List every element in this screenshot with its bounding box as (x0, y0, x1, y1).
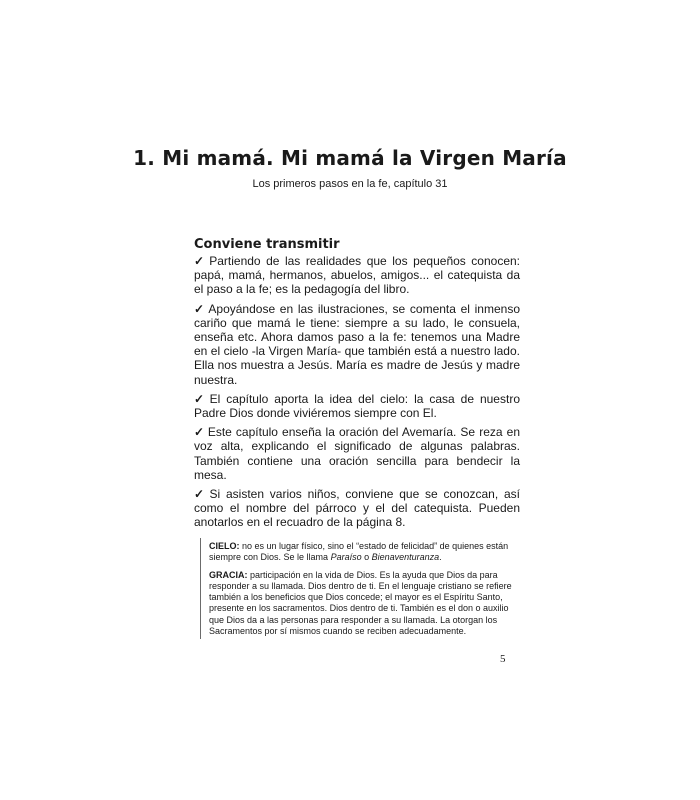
glossary-entry-cielo (209, 541, 525, 564)
page-number: 5 (500, 653, 506, 665)
section-heading: Conviene transmitir (194, 237, 340, 252)
check-icon: ✓ (194, 391, 207, 406)
bullet-item (194, 487, 520, 530)
glossary-term: GRACIA: (209, 569, 248, 580)
chapter-subtitle: Los primeros pasos en la fe, capítulo 31 (252, 178, 448, 190)
glossary-box (200, 538, 525, 639)
bullet-text: Si asisten varios niños, conviene que se conozcan, así como el nombre del párroco y el del catequista. Pueden anotarlos en el recuadro de la página 8. (194, 487, 520, 530)
glossary-term: CIELO: (209, 541, 240, 551)
glossary-end: . (439, 552, 442, 563)
glossary-entry-gracia (209, 570, 525, 638)
section-conviene-transmitir (194, 237, 520, 535)
bullet-text: Partiendo de las realidades que los pequeños conocen: papá, mamá, hermanos, abuelos, amigos... el catequista da el paso a la fe; es la pedagogía del libro. (194, 254, 520, 297)
glossary-italic-term: Paraíso (330, 552, 362, 563)
check-icon: ✓ (194, 487, 207, 502)
bullet-text: Apoyándose en las ilustraciones, se comenta el inmenso cariño que mamá le tiene: siempre a su lado, le consuela, enseña etc. Ahora damos paso a la fe: tenemos una Madre en el cielo -la Virgen María- que también está a nuestro lado. Ella nos muestra a Jesús. María es madre de Jesús y madre nuestra. (194, 301, 520, 387)
bullet-item (194, 392, 520, 420)
bullet-item (194, 254, 520, 297)
glossary-definition: no es un lugar físico, sino el “estado de felicidad” de quienes están siempre con Dios. Se le llama (209, 541, 509, 563)
check-icon: ✓ (194, 301, 206, 316)
check-icon: ✓ (194, 425, 205, 440)
bullet-text: Este capítulo enseña la oración del Avemaría. Se reza en voz alta, explicando el significado de algunas palabras. También contiene una oración sencilla para bendecir la mesa. (194, 425, 520, 482)
glossary-italic-term: Bienaventuranza (371, 552, 440, 563)
glossary-definition: participación en la vida de Dios. Es la ayuda que Dios da para responder a su llamada. Dios dentro de ti. En el lenguaje cristiano se refiere también a los beneficios que Dios concede; el mayor es el Espíritu Santo, presente en los sacramentos. Dios dentro de ti. También es el don o auxilio que Dios da a las personas para responder a su llamada. La otorgan los Sacramentos por sí mismos cuando se reciben adecuadamente. (209, 569, 512, 637)
bullet-item (194, 302, 520, 387)
check-icon: ✓ (194, 254, 207, 268)
bullet-item (194, 425, 520, 482)
chapter-title: 1. Mi mamá. Mi mamá la Virgen María (133, 146, 567, 170)
glossary-joiner: o (361, 552, 372, 563)
bullet-text: El capítulo aporta la idea del cielo: la casa de nuestro Padre Dios donde viviéremos siempre con El. (194, 391, 520, 421)
